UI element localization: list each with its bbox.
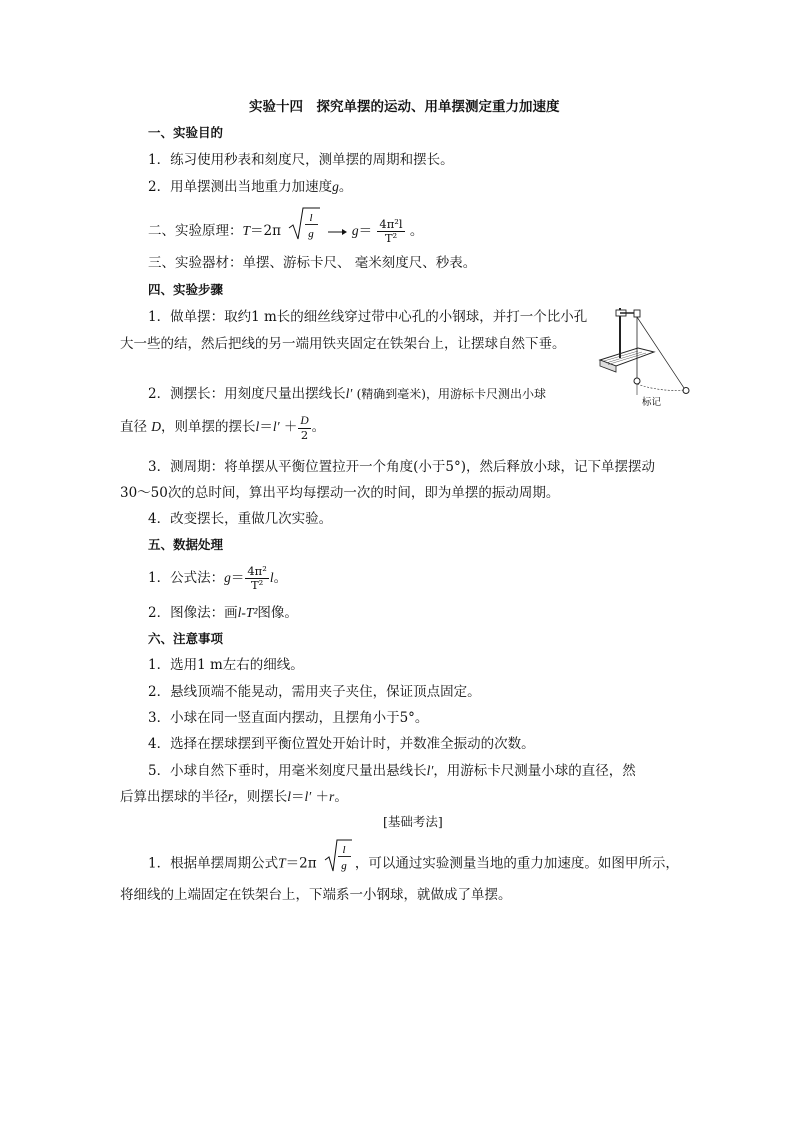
purpose-item-2: 2．用单摆测出当地重力加速度g。	[148, 179, 353, 195]
section-heading-purpose: 一、实验目的	[148, 125, 224, 140]
svg-text:g: g	[308, 228, 315, 240]
svg-text:g: g	[341, 860, 347, 872]
principle-formula: 二、实验原理：T＝2π l g g＝ $\frac{\text{4π²l}}{\text{T²}}$ 。	[148, 206, 423, 244]
pendulum-apparatus-figure	[598, 302, 700, 412]
step-1-line-1: 1．做单摆：取约1 m长的细丝线穿过带中心孔的小钢球，并打一个比小孔	[148, 309, 588, 325]
note-3: 3．小球在同一竖直面内摆动，且摆角小于5°。	[148, 710, 429, 726]
sqrt-symbol	[287, 206, 321, 257]
svg-text:l: l	[309, 212, 313, 224]
fraction: $\frac{D}{2}$	[300, 414, 309, 442]
fraction: $\frac{\text{4π²}}{\text{T²}}$	[247, 564, 267, 592]
section-heading-steps: 四、实验步骤	[148, 282, 224, 297]
sqrt-symbol	[323, 838, 353, 890]
svg-text:l: l	[342, 844, 346, 856]
section-heading-notes: 六、注意事项	[148, 631, 224, 646]
step-2-line-2: 直径 D，则单摆的摆长l＝l′ ＋ $\frac{D}{2}$ 。	[120, 414, 326, 442]
document-title: 实验十四 探究单摆的运动、用单摆测定重力加速度	[249, 99, 560, 115]
note-5-line-2: 后算出摆球的半径r，则摆长l＝l′ ＋r。	[120, 789, 348, 805]
figure-label: 标记	[642, 397, 662, 408]
section-heading-data: 五、数据处理	[148, 537, 224, 552]
purpose-item-1: 1．练习使用秒表和刻度尺，测单摆的周期和摆长。	[148, 152, 454, 168]
right-arrow-icon	[328, 227, 348, 237]
step-2-line-1: 2．测摆长：用刻度尺量出摆线长l′ (精确到毫米)，用游标卡尺测出小球	[148, 386, 546, 402]
note-5-line-1: 5．小球自然下垂时，用毫米刻度尺量出悬线长l′，用游标卡尺测量小球的直径，然	[148, 763, 636, 779]
question-1-line-1: 1．根据单摆周期公式T＝2π l g ，可以通过实验测量当地的重力加速度。如图甲所示，	[148, 838, 679, 878]
step-3-line-2: 30～50次的总时间，算出平均每摆动一次的时间，即为单摆的振动周期。	[120, 485, 560, 501]
data-formula: 1．公式法：g＝ $\frac{\text{4π²}}{\text{T²}}$ l。	[148, 564, 288, 592]
note-2: 2．悬线顶端不能晃动，需用夹子夹住，保证顶点固定。	[148, 684, 481, 700]
step-1-line-2: 大一些的结，然后把线的另一端用铁夹固定在铁架台上，让摆球自然下垂。	[120, 336, 566, 352]
note-1: 1．选用1 m左右的细线。	[148, 657, 304, 673]
equipment-line: 三、实验器材：单摆、游标卡尺、 毫米刻度尺、秒表。	[148, 255, 477, 271]
basic-test-heading: [基础考法]	[383, 814, 443, 829]
data-graph-method: 2．图像法：画l-T²图像。	[148, 605, 298, 621]
step-3-line-1: 3．测周期：将单摆从平衡位置拉开一个角度(小于5°)，然后释放小球，记下单摆摆动	[148, 459, 655, 475]
fraction: $\frac{\text{4π²l}}{\text{T²}}$	[379, 217, 403, 245]
step-4: 4．改变摆长，重做几次实验。	[148, 511, 333, 527]
note-4: 4．选择在摆球摆到平衡位置处开始计时，并数准全振动的次数。	[148, 736, 535, 752]
question-1-line-2: 将细线的上端固定在铁架台上，下端系一小钢球，就做成了单摆。	[120, 887, 512, 903]
